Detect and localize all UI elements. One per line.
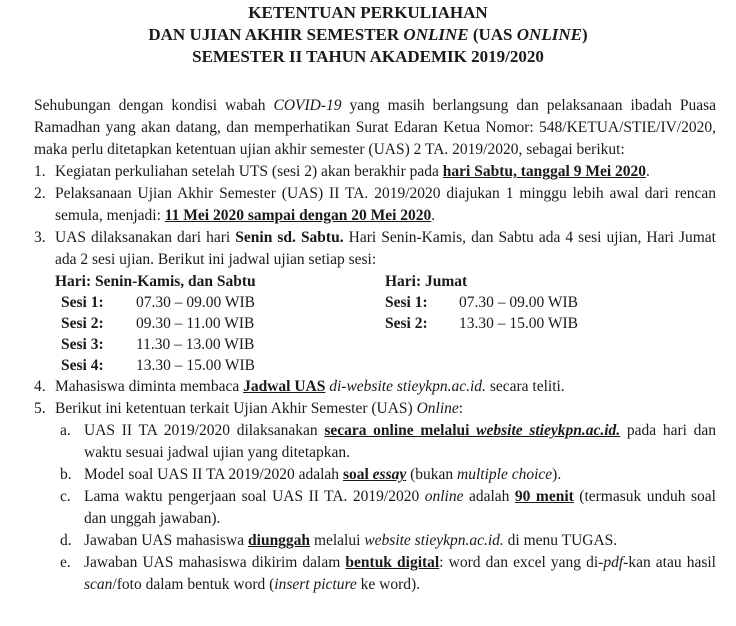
sub-item-b: b. Model soal UAS II TA 2019/2020 adalah soal essay (bukan multiple choice). [60,466,562,483]
schedule-weekday-header: Hari: Senin-Kamis, dan Sabtu [55,273,256,290]
sub-item-c: c. Lama waktu pengerjaan soal UAS II TA. 2019/2020 online adalah 90 menit (termasuk unduh soal dan unggah jawaban). [60,488,716,527]
list-item-5: 5. Berikut ini ketentuan terkait Ujian Akhir Semester (UAS) Online: [34,400,464,417]
schedule-row: Sesi 1: 07.30 – 09.00 WIB [61,294,255,311]
sub-item-a: a. UAS II TA 2019/2020 dilaksanakan secara online melalui website stieykpn.ac.id. pada hari dan waktu sesuai jadwal ujian yang ditetapkan. [60,422,716,461]
list-item-1: 1. Kegiatan perkuliahan setelah UTS (sesi 2) akan berakhir pada hari Sabtu, tanggal 9 Mei 2020. [34,163,650,180]
schedule-friday [385,271,645,376]
list-item-4: 4. Mahasiswa diminta membaca Jadwal UAS di-website stieykpn.ac.id. secara teliti. [34,378,565,395]
schedule-row: Sesi 3: 11.30 – 13.00 WIB [61,336,255,353]
title-line-3: SEMESTER II TAHUN AKADEMIK 2019/2020 [192,47,544,66]
schedule-row: Sesi 2: 13.30 – 15.00 WIB [385,315,578,332]
document-body [34,95,716,596]
exam-schedule [55,271,716,376]
title-line-1: KETENTUAN PERKULIAHAN [248,3,488,22]
schedule-row: Sesi 4: 13.30 – 15.00 WIB [61,357,255,374]
schedule-row: Sesi 2: 09.30 – 11.00 WIB [61,315,255,332]
sub-item-e: e. Jawaban UAS mahasiswa dikirim dalam bentuk digital: word dan excel yang di-pdf-kan atau hasil scan/foto dalam bentuk word (insert picture ke word). [60,554,716,593]
schedule-row: Sesi 1: 07.30 – 09.00 WIB [385,294,578,311]
list-item-2: 2. Pelaksanaan Ujian Akhir Semester (UAS) II TA. 2019/2020 diajukan 1 minggu lebih awal dari rencan semula, menjadi: 11 Mei 2020 sampai dengan 20 Mei 2020. [34,185,716,224]
document-title [0,0,736,68]
sub-item-d: d. Jawaban UAS mahasiswa diunggah melalui website stieykpn.ac.id. di menu TUGAS. [60,532,618,549]
intro-paragraph: Sehubungan dengan kondisi wabah COVID-19 yang masih berlangsung dan pelaksanaan ibadah Puasa Ramadhan yang akan datang, dan memperhatikan Surat Edaran Ketua Nomor: 548/KETUA/STIE/IV/2020, maka perlu ditetapkan ketentuan ujian akhir semester (UAS) 2 TA. 2019/2020, sebagai berikut: [34,97,716,158]
schedule-weekday [55,271,385,376]
schedule-friday-header: Hari: Jumat [385,273,468,290]
title-line-2: DAN UJIAN AKHIR SEMESTER ONLINE (UAS ONLINE) [148,25,588,44]
list-item-3: 3. UAS dilaksanakan dari hari Senin sd. Sabtu. Hari Senin-Kamis, dan Sabtu ada 4 sesi ujian, Hari Jumat ada 2 sesi ujian. Berikut ini jadwal ujian setiap sesi: [34,229,716,268]
